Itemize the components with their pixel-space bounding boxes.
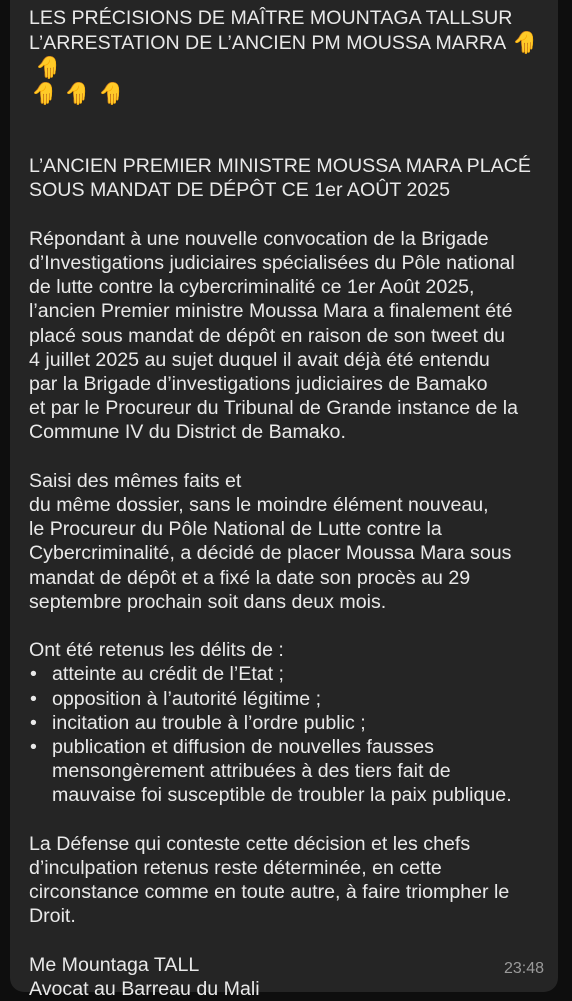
- message-paragraph-3: La Défense qui conteste cette décision et les chefs d’inculpation retenus reste déterminée, en cette circonstance comme en toute autre, à faire triompher le Droit.: [29, 832, 510, 928]
- signature-name: Me Mountaga TALL: [29, 953, 200, 976]
- pointing-down-hand-icon: ✋: [31, 80, 59, 106]
- message-timestamp: 23:48: [503, 960, 544, 977]
- charges-list: [29, 662, 546, 807]
- message-paragraph-1: Répondant à une nouvelle convocation de la Brigade d’Investigations judiciaires spécialisées du Pôle national de lutte contre la cybercriminalité ce 1er Août 2025, l’ancien Premier ministre Moussa Mara a finalement été placé sous mandat de dépôt en raison de son tweet du 4 juillet 2025 au sujet duquel il avait déjà été entendu par la Brigade d’investigations judiciaires de Bamako et par le Procureur du Tribunal de Grande instance de la Commune IV du District de Bamako.: [29, 227, 519, 444]
- list-item: • opposition à l’autorité légitime ;: [30, 687, 322, 710]
- bullet-icon: •: [30, 663, 37, 686]
- list-item: • incitation au trouble à l’ordre public ;: [30, 711, 366, 734]
- pointing-down-hand-icon: ✋: [97, 80, 126, 106]
- bullet-icon: •: [30, 736, 37, 759]
- pointing-down-hand-icon: ✋: [35, 55, 63, 81]
- message-title: LES PRÉCISIONS DE MAÎTRE MOUNTAGA TALLSUR L’ARRESTATION DE L’ANCIEN PM MOUSSA MARRA ✋✋ ✋ ✋ ✋: [29, 7, 540, 106]
- bullet-icon: •: [30, 711, 37, 734]
- pointing-down-hand-icon: ✋: [64, 80, 92, 106]
- message-headline: L’ANCIEN PREMIER MINISTRE MOUSSA MARA PLACÉ SOUS MANDAT DE DÉPÔT CE 1er AOÛT 2025: [29, 155, 531, 202]
- message-paragraph-2: Saisi des mêmes faits et du même dossier, sans le moindre élément nouveau, le Procureur du Pôle National de Lutte contre la Cybercriminalité, a décidé de placer Moussa Mara sous mandat de dépôt et a fixé la date son procès au 29 septembre prochain soit dans deux mois.: [29, 469, 512, 613]
- bullet-icon: •: [30, 687, 37, 710]
- signature-title: Avocat au Barreau du Mali: [29, 978, 260, 1001]
- list-item: • publication et diffusion de nouvelles fausses mensongèrement attribuées à des tiers fait de mauvaise foi susceptible de troubler la paix publique.: [30, 736, 512, 807]
- message-bubble[interactable]: [10, 0, 558, 1001]
- pointing-down-hand-icon: ✋: [512, 30, 540, 56]
- charges-intro: Ont été retenus les délits de :: [29, 639, 284, 662]
- list-item: • atteinte au crédit de l’Etat ;: [30, 663, 284, 686]
